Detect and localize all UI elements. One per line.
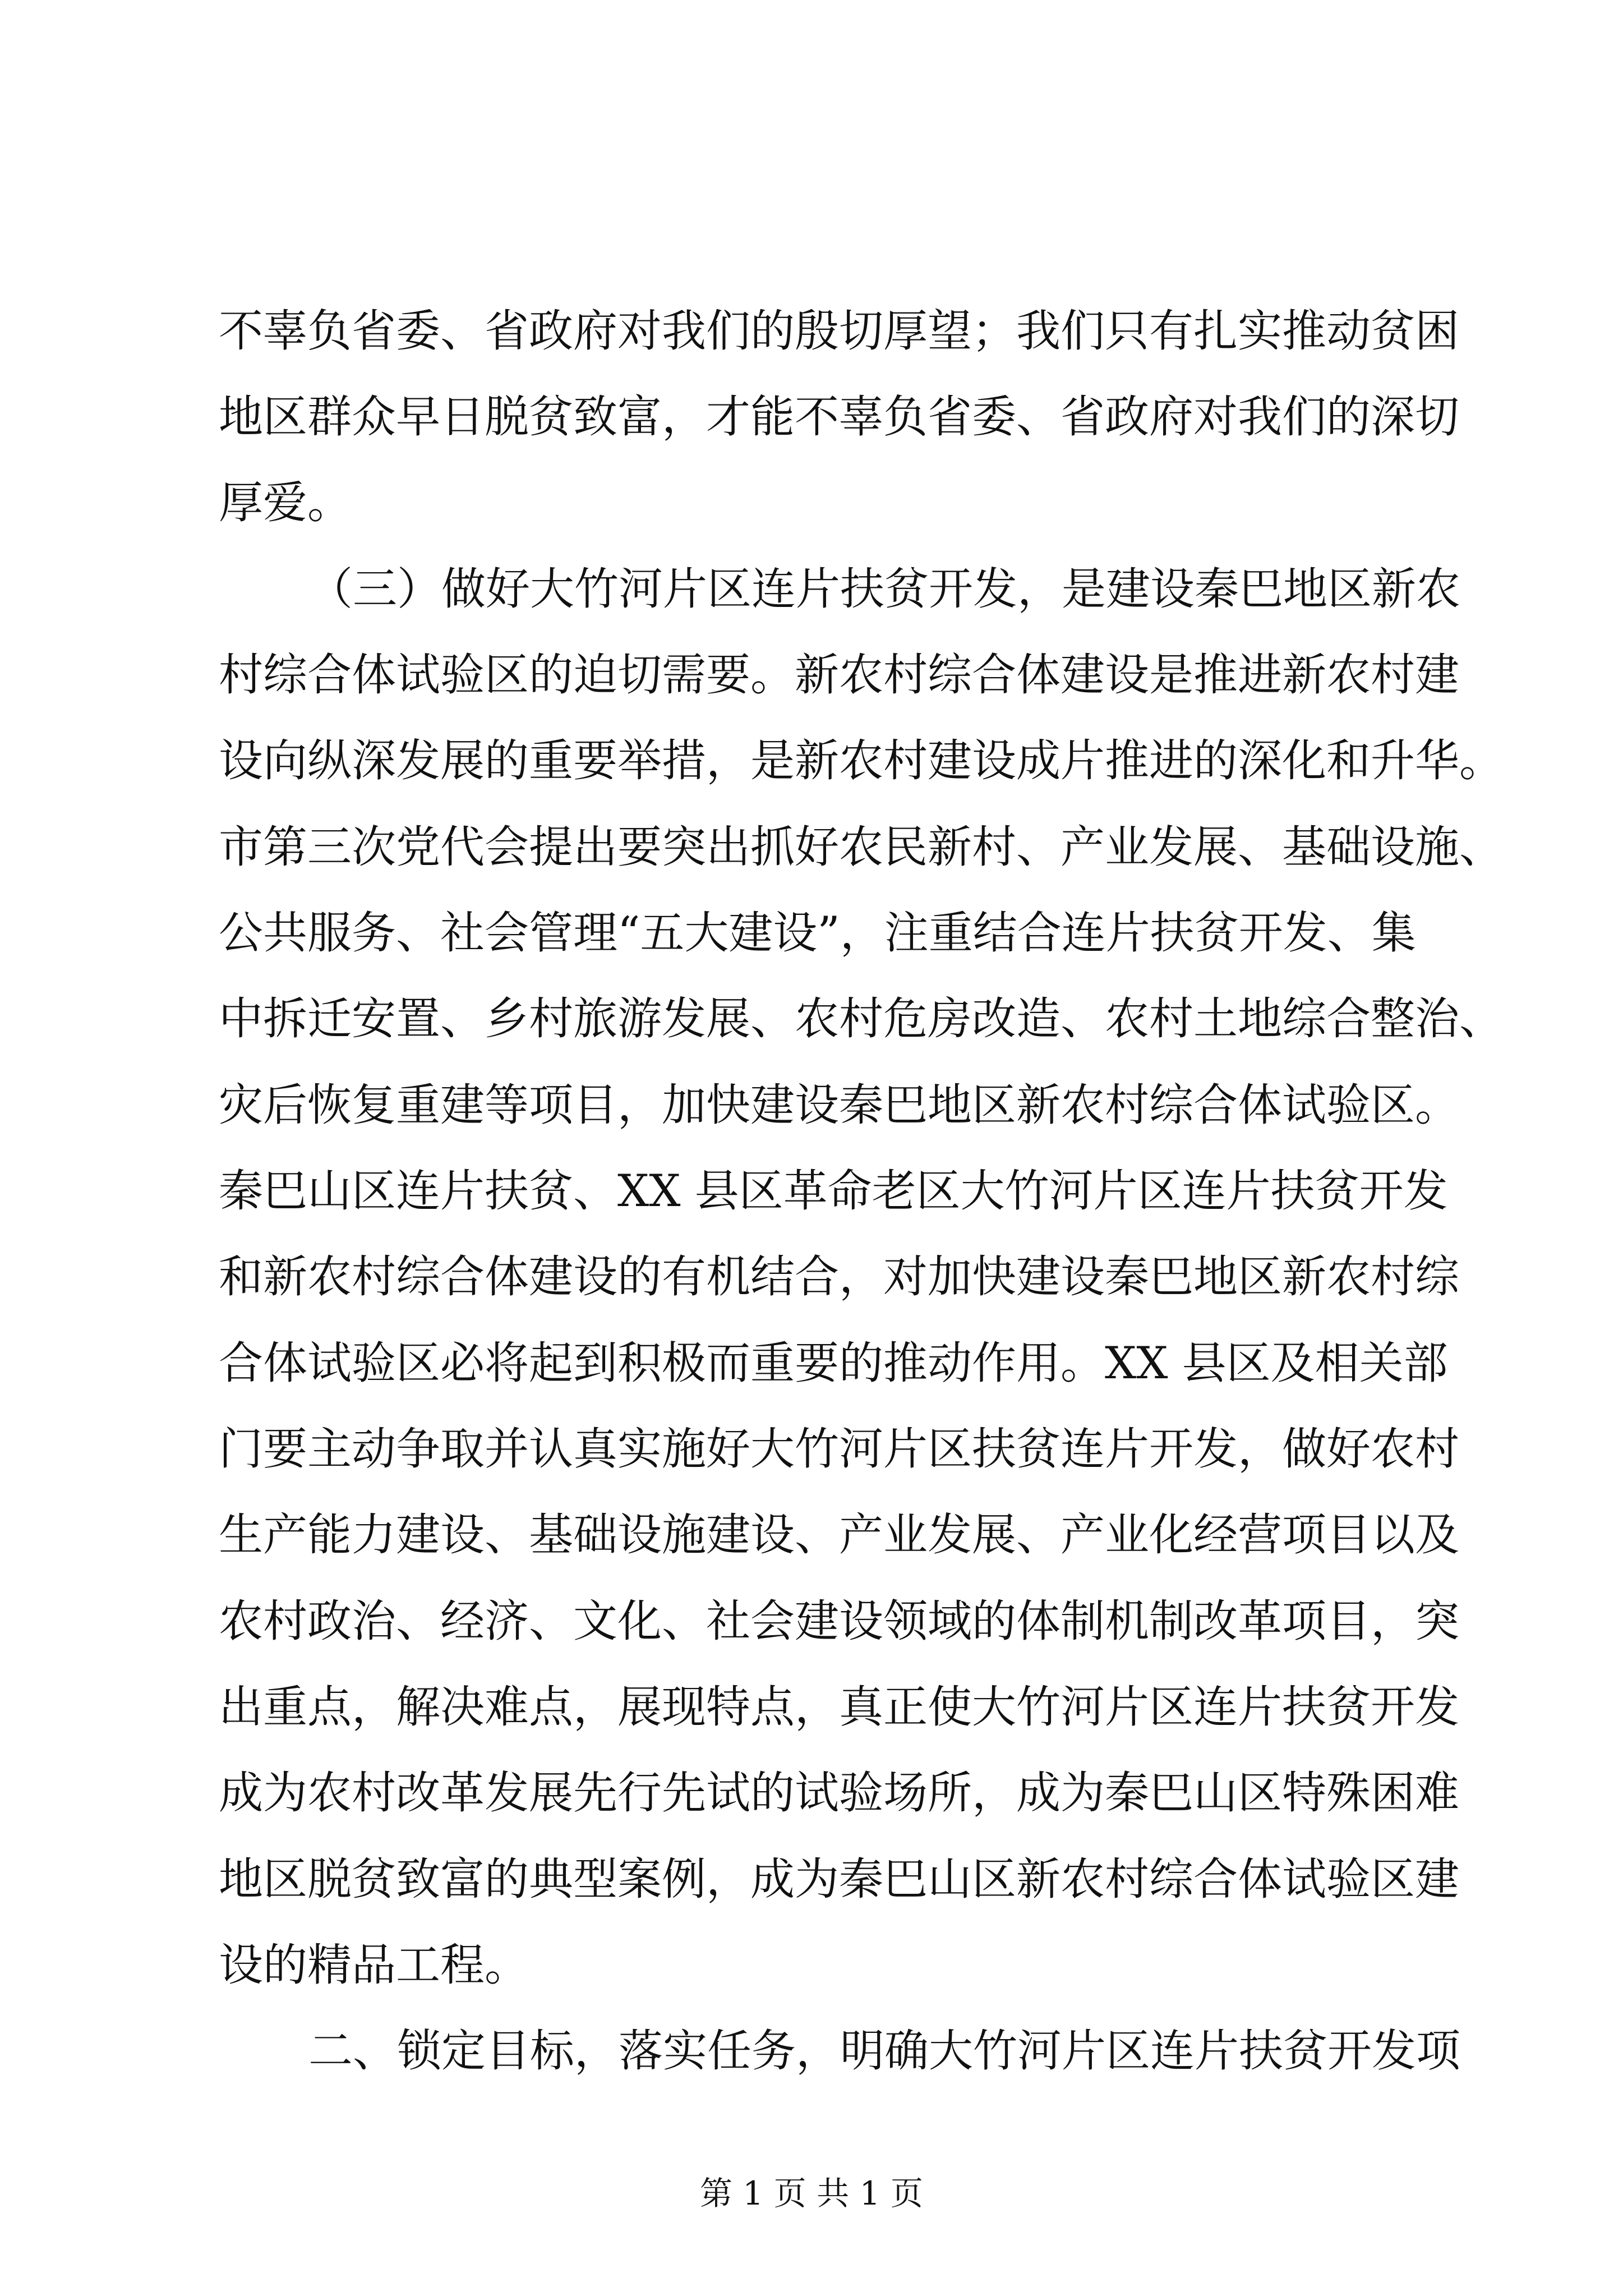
text-line-11: 秦巴山区连片扶贫、XX 县区革命老区大竹河片区连片扶贫开发 <box>219 1165 1448 1217</box>
text-line-15: 生产能力建设、基础设施建设、产业发展、产业化经营项目以及 <box>219 1509 1459 1561</box>
text-line-6: 设向纵深发展的重要举措，是新农村建设成片推进的深化和升华。 <box>219 735 1504 786</box>
text-line-7: 市第三次党代会提出要突出抓好农民新村、产业发展、基础设施、 <box>219 821 1504 873</box>
section-heading-2: 二、锁定目标，落实任务，明确大竹河片区连片扶贫开发项 <box>308 2025 1460 2077</box>
text-line-8: 公共服务、社会管理“五大建设”，注重结合连片扶贫开发、集 <box>219 907 1416 959</box>
text-line-3: 厚爱。 <box>219 477 352 528</box>
page-footer: 第 1 页 共 1 页 <box>700 2174 923 2212</box>
text-line-12: 和新农村综合体建设的有机结合，对加快建设秦巴地区新农村综 <box>219 1251 1459 1303</box>
text-line-14: 门要主动争取并认真实施好大竹河片区扶贫连片开发，做好农村 <box>219 1423 1459 1475</box>
text-line-2: 地区群众早日脱贫致富，才能不辜负省委、省政府对我们的深切 <box>219 391 1459 443</box>
text-line-1: 不辜负省委、省政府对我们的殷切厚望；我们只有扎实推动贫困 <box>219 305 1459 357</box>
text-line-19: 地区脱贫致富的典型案例，成为秦巴山区新农村综合体试验区建 <box>219 1853 1459 1905</box>
text-line-10: 灾后恢复重建等项目，加快建设秦巴地区新农村综合体试验区。 <box>219 1079 1459 1131</box>
text-line-17: 出重点，解决难点，展现特点，真正使大竹河片区连片扶贫开发 <box>219 1681 1459 1733</box>
paragraph-3-start: （三）做好大竹河片区连片扶贫开发，是建设秦巴地区新农 <box>308 563 1460 615</box>
text-line-16: 农村政治、经济、文化、社会建设领域的体制机制改革项目，突 <box>219 1595 1459 1647</box>
text-line-5: 村综合体试验区的迫切需要。新农村综合体建设是推进新农村建 <box>219 649 1459 701</box>
text-line-20: 设的精品工程。 <box>219 1939 529 1991</box>
text-line-9: 中拆迁安置、乡村旅游发展、农村危房改造、农村土地综合整治、 <box>219 993 1504 1045</box>
text-line-13: 合体试验区必将起到积极而重要的推动作用。XX 县区及相关部 <box>219 1337 1448 1389</box>
text-line-18: 成为农村改革发展先行先试的试验场所，成为秦巴山区特殊困难 <box>219 1767 1459 1819</box>
